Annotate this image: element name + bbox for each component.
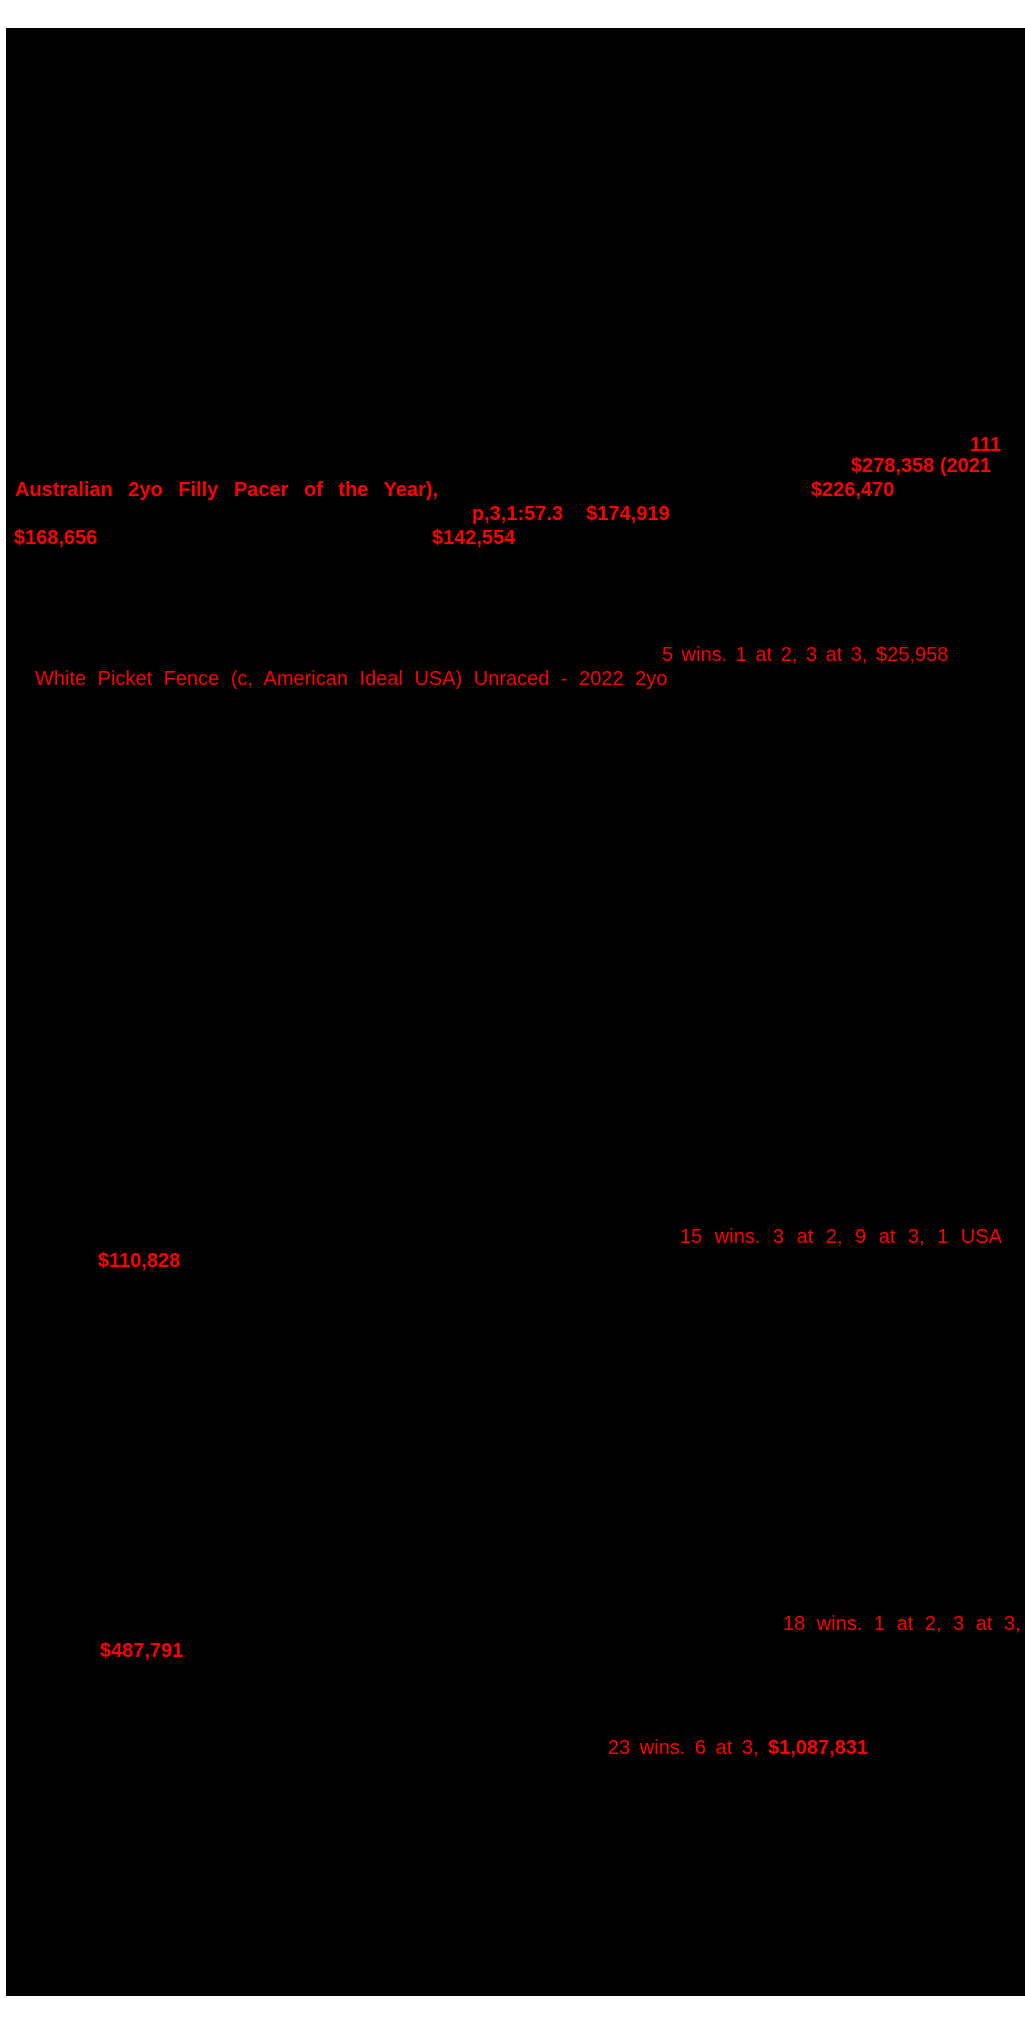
race-record-text-23-wins: 23 wins. 6 at 3,	[608, 1737, 769, 1759]
earnings-highlight-226470: $226,470	[811, 479, 895, 501]
earnings-highlight-1087831: $1,087,831	[768, 1737, 869, 1759]
race-record-highlight-5-wins: 5 wins. 1 at 2, 3 at 3, $25,958	[662, 644, 949, 666]
horse-line-white-picket-fence: White Picket Fence (c, American Ideal USA) Unraced - 2022 2yo	[35, 668, 668, 690]
earnings-highlight-487791: $487,791	[100, 1640, 184, 1662]
earnings-highlight-168656: $168,656	[14, 527, 98, 549]
award-highlight-australian-2yo: Australian 2yo Filly Pacer of the Year),	[15, 479, 439, 501]
earnings-highlight-278358: $278,358 (2021	[851, 455, 992, 477]
earnings-highlight-142554: $142,554	[432, 527, 516, 549]
pedigree-page-canvas	[6, 28, 1025, 1996]
race-record-highlight-18-wins: 18 wins. 1 at 2, 3 at 3,	[783, 1613, 1021, 1635]
time-earnings-highlight-174919: p,3,1:57.3 $174,919	[472, 503, 670, 525]
race-record-highlight-15-wins: 15 wins. 3 at 2, 9 at 3, 1 USA	[680, 1226, 1003, 1248]
record-highlight-111: 111	[970, 434, 1002, 456]
earnings-highlight-110828: $110,828	[98, 1250, 181, 1272]
race-record-highlight-23-wins	[608, 1738, 868, 1758]
